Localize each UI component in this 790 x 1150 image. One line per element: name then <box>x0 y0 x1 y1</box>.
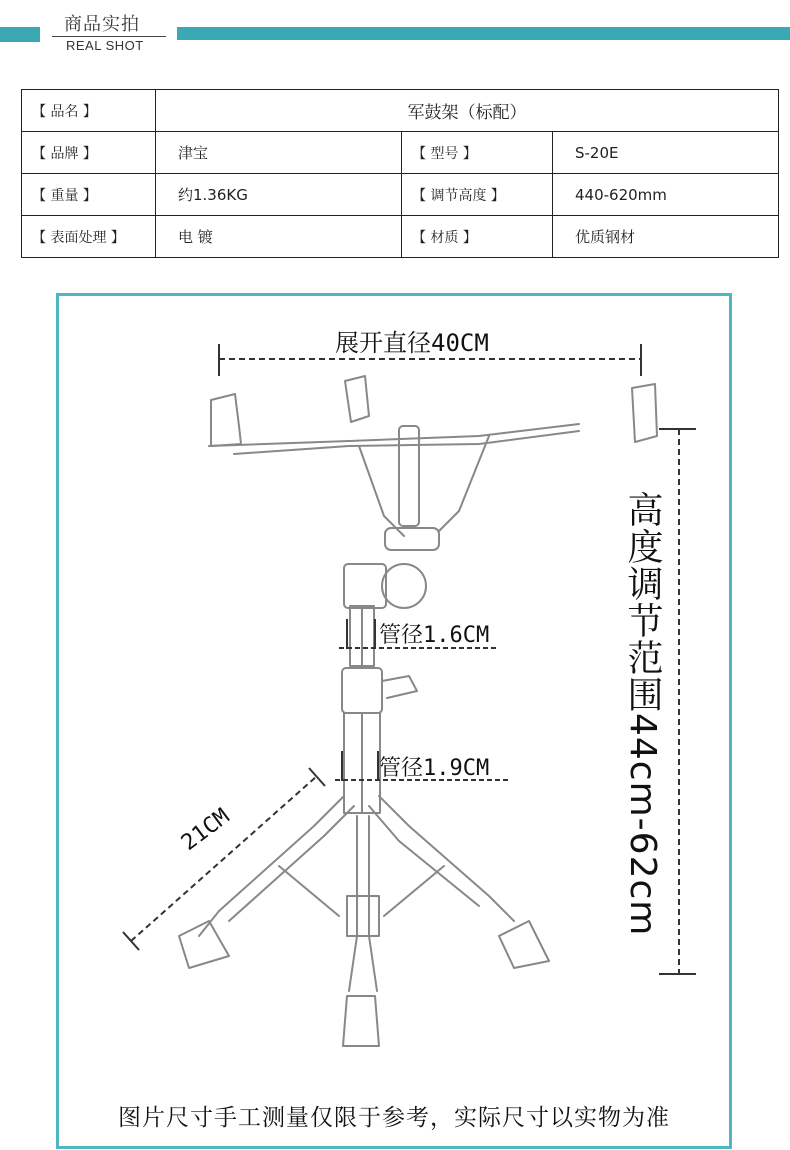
height-label: 【 调节高度 】 <box>402 174 553 216</box>
brand-value: 津宝 <box>156 132 402 174</box>
leg-foot-center <box>343 996 379 1046</box>
model-value: S-20E <box>553 132 779 174</box>
material-label: 【 材质 】 <box>402 216 553 258</box>
measurement-note: 图片尺寸手工测量仅限于参考，实际尺寸以实物为准 <box>118 1105 670 1131</box>
tilter-mechanism <box>344 426 439 608</box>
spec-row-brand <box>22 132 779 174</box>
basket-cup-center <box>345 376 369 422</box>
header-divider <box>52 36 166 37</box>
spec-row-name <box>22 90 779 132</box>
tripod-base <box>179 796 549 1046</box>
product-diagram-frame <box>56 293 732 1149</box>
section-subtitle: REAL SHOT <box>66 38 144 53</box>
span-label: 展开直径40CM <box>335 329 489 357</box>
leg-length-label: 21CM <box>177 804 235 856</box>
spec-row-finish <box>22 216 779 258</box>
leg-dimension-line <box>123 768 325 950</box>
section-title: 商品实拍 <box>64 14 140 35</box>
upper-pipe-label: 管径1.6CM <box>379 623 490 648</box>
upper-tube <box>350 606 374 666</box>
spec-table <box>21 89 779 258</box>
lower-pipe-label: 管径1.9CM <box>379 756 490 781</box>
header-accent-bar <box>177 27 790 40</box>
model-label: 【 型号 】 <box>402 132 553 174</box>
height-value: 440-620mm <box>553 174 779 216</box>
finish-value: 电 镀 <box>156 216 402 258</box>
leg-foot-left <box>179 921 229 968</box>
basket-cup-right <box>632 384 657 442</box>
name-value: 军鼓架（标配） <box>156 90 779 132</box>
basket-arms <box>209 424 579 536</box>
name-label: 【 品名 】 <box>22 90 156 132</box>
weight-value: 约1.36KG <box>156 174 402 216</box>
height-clamp <box>342 668 382 713</box>
clamp-wing-screw <box>382 676 417 698</box>
brand-label: 【 品牌 】 <box>22 132 156 174</box>
lower-tube <box>344 713 380 813</box>
spec-row-weight <box>22 174 779 216</box>
material-value: 优质钢材 <box>553 216 779 258</box>
leg-foot-right <box>499 921 549 968</box>
header-accent-block <box>0 27 40 42</box>
basket-cup-left <box>211 394 241 446</box>
height-range-label: 高度调节范围44cm-62cm <box>622 491 663 937</box>
weight-label: 【 重量 】 <box>22 174 156 216</box>
finish-label: 【 表面处理 】 <box>22 216 156 258</box>
